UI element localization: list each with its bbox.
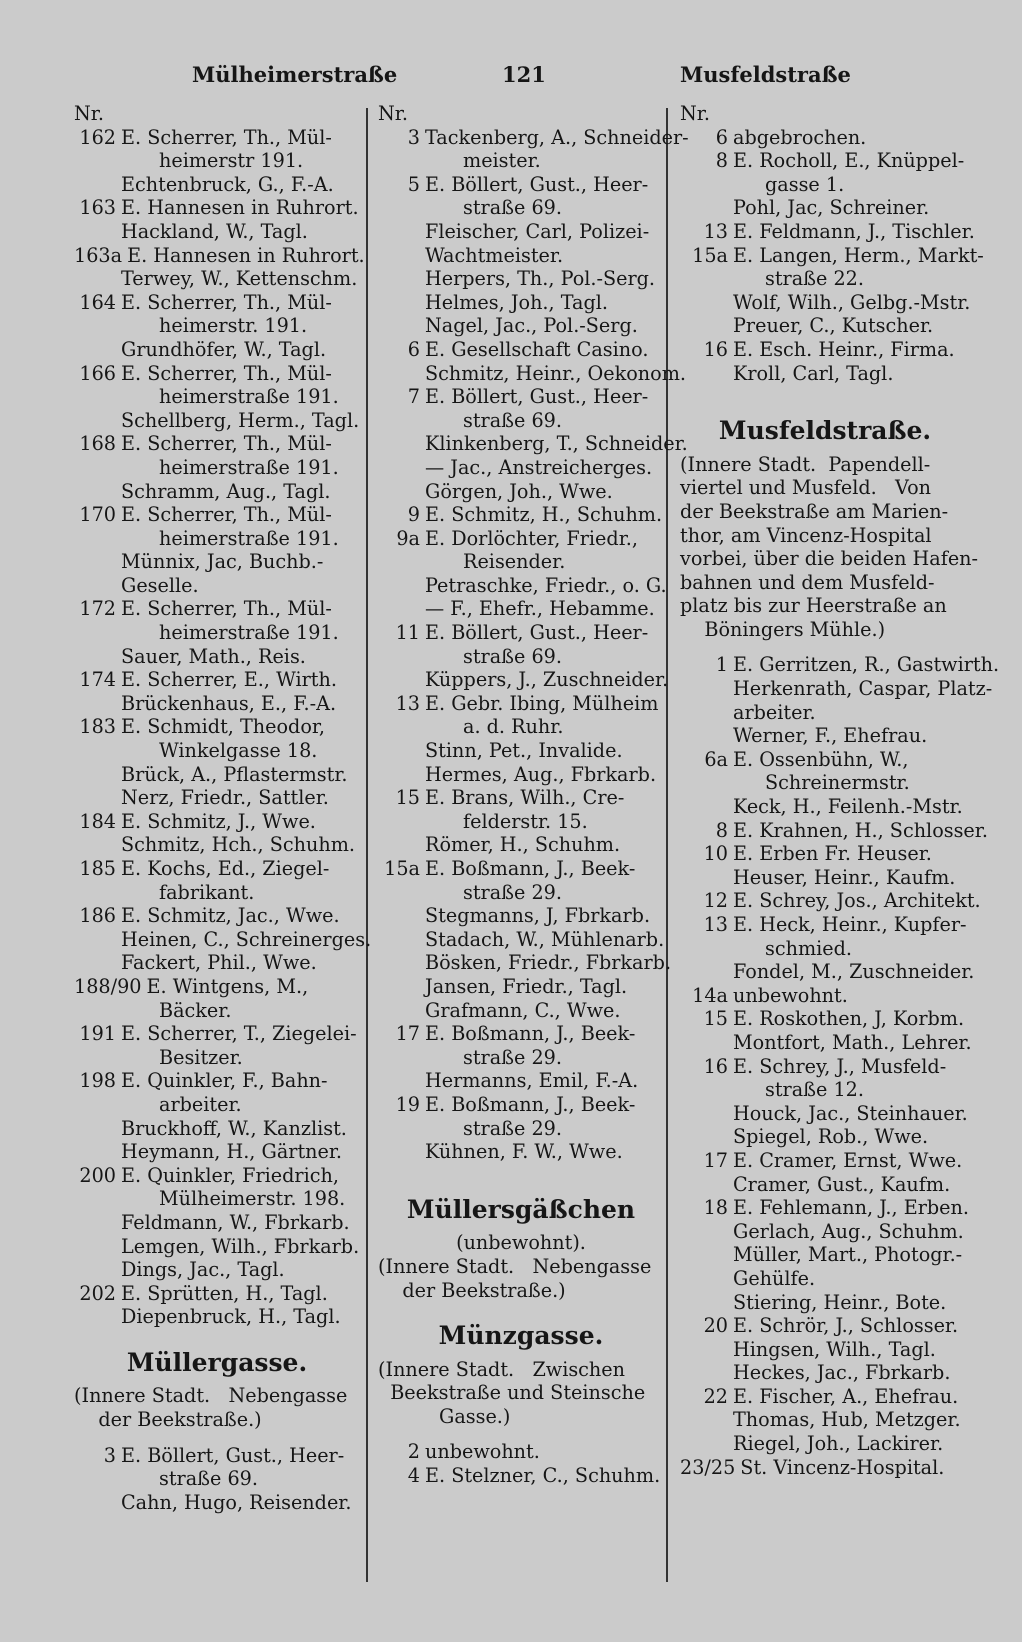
entry-continuation: straße 29. (463, 880, 562, 904)
spacer (680, 641, 970, 653)
entry-text: E. Hannesen in Ruhrort. (127, 243, 365, 267)
resident-entry: Görgen, Joh., Wwe. (425, 479, 613, 503)
house-entry (378, 1464, 664, 1488)
resident-entry: Stinn, Pet., Invalide. (425, 739, 623, 763)
resident-entry: Herpers, Th., Pol.-Serg. (425, 267, 656, 291)
resident-entry: Lemgen, Wilh., Fbrkarb. (121, 1234, 360, 1258)
house-number: 198 (79, 1069, 116, 1093)
resident-entry: Preuer, C., Kutscher. (733, 314, 934, 338)
resident-entry: Petraschke, Friedr., o. G. (425, 573, 667, 597)
entry-text: E. Scherrer, Th., Mül- (121, 597, 332, 621)
entry-continuation: gasse 1. (765, 172, 845, 196)
entry-text: E. Schmitz, H., Schuhm. (425, 503, 663, 527)
entry-text: E. Gesellschaft Casino. (425, 337, 649, 361)
entry-text: E. Scherrer, Th., Mül- (121, 361, 332, 385)
house-number: 18 (703, 1196, 728, 1220)
entry-continuation: Mülheimerstr. 198. (159, 1187, 346, 1211)
entry-continuation: straße 69. (463, 408, 562, 432)
house-number: 14a (692, 983, 728, 1007)
entry-text: E. Cramer, Ernst, Wwe. (733, 1148, 963, 1172)
house-number: 2 (407, 1440, 420, 1464)
house-number: 9a (396, 526, 420, 550)
house-entry (378, 173, 664, 197)
resident-entry: Bösken, Friedr., Fbrkarb. (425, 951, 672, 975)
entry-text: E. Schrey, Jos., Architekt. (733, 889, 981, 913)
house-entry (74, 243, 365, 268)
resident-entry: arbeiter. (733, 700, 816, 724)
resident-entry: Montfort, Math., Lehrer. (733, 1030, 972, 1054)
street-description: (Innere Stadt. Nebengasse der Beekstraße.) (378, 1254, 652, 1302)
house-number: 166 (79, 361, 116, 385)
house-number: 4 (407, 1464, 420, 1488)
column-divider (366, 108, 368, 1582)
entry-text: E. Scherrer, Th., Mül- (121, 503, 332, 527)
house-entry (74, 1444, 360, 1468)
resident-entry: Dings, Jac., Tagl. (121, 1258, 285, 1282)
column-divider (666, 108, 668, 1582)
house-number: 170 (79, 503, 116, 527)
house-entry (378, 338, 664, 362)
entry-continuation: heimerstraße 191. (159, 455, 339, 479)
entry-text: E. Boßmann, J., Beek- (425, 1092, 636, 1116)
house-number: 7 (407, 385, 420, 409)
house-entry (74, 1069, 360, 1093)
house-number: 200 (79, 1163, 116, 1187)
house-number: 191 (79, 1022, 116, 1046)
house-entry (680, 1007, 970, 1031)
entry-continuation: Winkelgasse 18. (159, 739, 318, 763)
entry-continuation: heimerstr 191. (159, 149, 304, 173)
street-description: (Innere Stadt. Nebengasse der Beekstraße.) (74, 1384, 348, 1432)
resident-entry: Geselle. (121, 573, 199, 597)
spacer (680, 385, 970, 397)
entry-text: E. Fehlemann, J., Erben. (733, 1196, 969, 1220)
entry-continuation: schmied. (765, 936, 853, 960)
house-number: 17 (395, 1022, 420, 1046)
resident-entry: Müller, Mart., Photogr.- (733, 1243, 963, 1267)
resident-entry: Schramm, Aug., Tagl. (121, 479, 331, 503)
entry-text: E. Quinkler, F., Bahn- (121, 1069, 328, 1093)
house-entry (680, 984, 970, 1008)
house-entry (680, 653, 1000, 677)
entry-text: E. Wintgens, M., (146, 974, 309, 998)
resident-entry: Echtenbruck, G., F.-A. (121, 172, 334, 196)
house-number: 188/90 (74, 974, 142, 998)
house-number: 13 (703, 913, 728, 936)
resident-entry: Houck, Jac., Steinhauer. (733, 1101, 968, 1125)
entry-text: E. Scherrer, E., Wirth. (121, 668, 337, 692)
street-title: Müllergasse. (126, 1347, 308, 1377)
entry-text: E. Esch. Heinr., Firma. (733, 337, 955, 361)
entry-text: E. Scherrer, Th., Mül- (121, 290, 332, 314)
entry-text: E. Schmitz, Jac., Wwe. (121, 904, 340, 928)
house-number: 164 (79, 290, 116, 314)
entry-text: St. Vincenz-Hospital. (740, 1455, 945, 1479)
house-entry (378, 527, 664, 551)
resident-entry: Sauer, Math., Reis. (121, 644, 306, 668)
house-number: 163a (74, 243, 123, 267)
entry-text: E. Rocholl, E., Knüppel- (733, 149, 965, 173)
house-number: 3 (103, 1443, 116, 1467)
entry-continuation: straße 69. (159, 1467, 258, 1491)
entry-text: unbewohnt. (733, 983, 848, 1007)
resident-entry: Kroll, Carl, Tagl. (733, 361, 894, 385)
house-number: 5 (407, 172, 420, 196)
house-entry (74, 810, 360, 834)
entry-continuation: arbeiter. (159, 1092, 242, 1116)
entry-text: E. Gerritzen, R., Gastwirth. (733, 653, 1000, 677)
house-entry (680, 842, 970, 866)
resident-entry: Cahn, Hugo, Reisender. (121, 1490, 352, 1514)
house-number: 9 (407, 503, 420, 527)
resident-entry: Küppers, J., Zuschneider. (425, 668, 669, 692)
resident-entry: Hackland, W., Tagl. (121, 219, 308, 243)
entry-text: Tackenberg, A., Schneider- (425, 125, 689, 149)
resident-entry: Heuser, Heinr., Kaufm. (733, 865, 956, 889)
resident-entry: Gehülfe. (733, 1266, 816, 1290)
house-number: 1 (715, 653, 728, 677)
resident-entry: Feldmann, W., Fbrkarb. (121, 1210, 350, 1234)
entry-text: E. Schmitz, J., Wwe. (121, 809, 316, 833)
entry-text: E. Quinkler, Friedrich, (121, 1163, 339, 1187)
entry-text: E. Schrey, J., Musfeld- (733, 1054, 947, 1078)
entry-text: E. Kochs, Ed., Ziegel- (121, 857, 330, 880)
house-entry (378, 857, 664, 881)
spacer (74, 1432, 360, 1444)
resident-entry: — Jac., Anstreicherges. (425, 455, 653, 479)
house-entry (680, 219, 975, 244)
resident-entry: Cramer, Gust., Kaufm. (733, 1172, 951, 1196)
entry-text: abgebrochen. (733, 125, 867, 149)
resident-entry: Hermes, Aug., Fbrkarb. (425, 762, 657, 786)
resident-entry: Hingsen, Wilh., Tagl. (733, 1337, 936, 1361)
house-number: 15a (384, 857, 420, 880)
page-header (0, 62, 1022, 94)
entry-continuation: Schreinermstr. (765, 771, 910, 795)
street-note: (unbewohnt). (456, 1231, 586, 1255)
house-entry (680, 1385, 970, 1409)
house-entry (74, 432, 360, 456)
entry-text: E. Stelzner, C., Schuhm. (425, 1464, 661, 1488)
resident-entry: Stadach, W., Mühlenarb. (425, 927, 665, 951)
house-entry (680, 889, 981, 913)
house-number: 168 (79, 432, 116, 456)
resident-entry: Brück, A., Pflastermstr. (121, 762, 348, 786)
resident-entry: Bruckhoff, W., Kanzlist. (121, 1116, 347, 1140)
entry-text: E. Dorlöchter, Friedr., (425, 526, 638, 550)
house-entry (680, 149, 970, 173)
resident-entry: Werner, F., Ehefrau. (733, 724, 928, 748)
column-left (74, 102, 372, 1514)
house-entry (378, 1093, 664, 1117)
resident-entry: Thomas, Hub, Metzger. (733, 1408, 961, 1432)
resident-entry: — F., Ehefr., Hebamme. (425, 597, 655, 621)
spacer (378, 1164, 664, 1176)
resident-entry: Diepenbruck, H., Tagl. (121, 1305, 341, 1329)
column-nr-label: Nr. (74, 102, 104, 125)
house-entry (74, 1022, 360, 1046)
house-entry (74, 975, 360, 999)
house-number: 16 (703, 1054, 728, 1078)
house-entry (74, 126, 360, 150)
column-middle (378, 102, 689, 1488)
house-number: 163 (79, 196, 116, 220)
resident-entry: Heckes, Jac., Fbrkarb. (733, 1361, 951, 1385)
house-entry (680, 1149, 970, 1173)
resident-entry: Grafmann, C., Wwe. (425, 998, 621, 1022)
entry-text: E. Böllert, Gust., Heer- (425, 385, 649, 409)
house-number: 10 (703, 842, 728, 866)
resident-entry: Kühnen, F. W., Wwe. (425, 1140, 623, 1164)
resident-entry: Schmitz, Heinr., Oekonom. (425, 361, 687, 385)
house-number: 17 (703, 1148, 728, 1172)
house-entry (680, 1196, 970, 1220)
house-entry (74, 715, 360, 739)
entry-continuation: straße 22. (765, 267, 864, 291)
resident-entry: Fackert, Phil., Wwe. (121, 951, 317, 975)
house-number: 6a (704, 747, 728, 771)
house-entry (680, 338, 970, 362)
house-number: 6 (715, 125, 728, 149)
entry-text: E. Schmidt, Theodor, (121, 715, 326, 739)
entry-text: E. Feldmann, J., Tischler. (733, 219, 975, 243)
entry-text: E. Böllert, Gust., Heer- (425, 621, 649, 645)
resident-entry: Heinen, C., Schreinerges. (121, 927, 372, 951)
entry-text: E. Fischer, A., Ehefrau. (733, 1384, 959, 1408)
house-number: 19 (395, 1092, 420, 1116)
house-number: 15 (395, 786, 420, 810)
column-right (680, 102, 1000, 1479)
house-number: 202 (79, 1281, 116, 1305)
resident-entry: Riegel, Joh., Lackirer. (733, 1432, 944, 1456)
entry-continuation: heimerstraße 191. (159, 526, 339, 550)
house-entry (74, 503, 360, 527)
entry-continuation: straße 29. (463, 1116, 562, 1140)
house-number: 172 (79, 597, 116, 621)
resident-entry: Stiering, Heinr., Bote. (733, 1290, 947, 1314)
house-entry (680, 818, 988, 843)
house-number: 162 (79, 125, 116, 149)
entry-text: E. Scherrer, Th., Mül- (121, 432, 332, 456)
house-entry (680, 243, 984, 268)
resident-entry: Münnix, Jac, Buchb.- (121, 550, 324, 574)
resident-entry: Brückenhaus, E., F.-A. (121, 691, 337, 715)
entry-continuation: straße 29. (463, 1045, 562, 1069)
house-entry (378, 1022, 664, 1046)
spacer (378, 1428, 664, 1440)
house-number: 183 (79, 715, 116, 739)
house-entry (378, 125, 689, 150)
resident-entry: Grundhöfer, W., Tagl. (121, 337, 327, 361)
house-entry (74, 1282, 360, 1306)
house-entry (378, 621, 664, 645)
house-number: 6 (407, 337, 420, 361)
entry-text: E. Erben Fr. Heuser. (733, 842, 932, 866)
entry-text: E. Ossenbühn, W., (733, 747, 909, 771)
entry-text: E. Boßmann, J., Beek- (425, 1022, 636, 1046)
entry-text: E. Schrör, J., Schlosser. (733, 1314, 959, 1338)
street-title: Musfeldstraße. (718, 416, 932, 446)
column-nr-label: Nr. (680, 102, 710, 125)
resident-entry: Hermanns, Emil, F.-A. (425, 1069, 639, 1093)
resident-entry: Wachtmeister. (425, 243, 564, 267)
resident-entry: Heymann, H., Gärtner. (121, 1140, 343, 1164)
entry-continuation: heimerstraße 191. (159, 385, 339, 409)
resident-entry: Terwey, W., Kettenschm. (121, 267, 358, 291)
resident-entry: Spiegel, Rob., Wwe. (733, 1125, 929, 1149)
house-number: 16 (703, 337, 728, 361)
entry-text: E. Sprütten, H., Tagl. (121, 1281, 328, 1305)
house-number: 185 (79, 857, 116, 880)
resident-entry: Fleischer, Carl, Polizei- (425, 219, 650, 243)
entry-text: E. Langen, Herm., Markt- (733, 243, 984, 267)
resident-entry: Nerz, Friedr., Sattler. (121, 786, 329, 810)
house-entry (680, 748, 970, 772)
house-entry (680, 913, 970, 937)
house-number: 23/25 (680, 1455, 736, 1479)
street-description: (Innere Stadt. Papendell- viertel und Musfeld. Von der Beekstraße am Marien- thor, am Vincenz-Hospital vorbei, über die beiden Hafen- bahnen und dem Musfeld- platz bis zur Heerstraße an Böningers Mühle.) (680, 452, 979, 641)
house-number: 186 (79, 904, 116, 928)
entry-continuation: heimerstr. 191. (159, 314, 308, 338)
house-entry (378, 503, 664, 527)
entry-continuation: fabrikant. (159, 880, 255, 904)
entry-text: E. Brans, Wilh., Cre- (425, 786, 625, 810)
entry-text: E. Boßmann, J., Beek- (425, 857, 636, 880)
entry-text: E. Scherrer, T., Ziegelei- (121, 1022, 357, 1046)
entry-continuation: straße 69. (463, 644, 562, 668)
entry-text: E. Heck, Heinr., Kupfer- (733, 913, 967, 936)
entry-text: E. Hannesen in Ruhrort. (121, 196, 359, 220)
house-entry (74, 362, 360, 386)
entry-text: E. Gebr. Ibing, Mülheim (425, 691, 659, 715)
house-entry (378, 786, 664, 810)
house-number: 3 (407, 125, 420, 149)
house-entry (680, 1314, 970, 1338)
house-entry (74, 1164, 360, 1188)
entry-text: E. Scherrer, Th., Mül- (121, 125, 332, 149)
house-entry (378, 385, 664, 409)
house-entry (74, 668, 360, 692)
resident-entry: Nagel, Jac., Pol.-Serg. (425, 314, 638, 338)
house-number: 20 (703, 1314, 728, 1338)
column-nr-label: Nr. (378, 102, 408, 125)
house-number: 8 (715, 818, 728, 842)
resident-entry: Herkenrath, Caspar, Platz- (733, 677, 993, 701)
house-number: 15a (692, 243, 728, 267)
entry-continuation: straße 69. (463, 196, 562, 220)
resident-entry: Keck, H., Feilenh.-Mstr. (733, 795, 963, 819)
entry-continuation: Besitzer. (159, 1045, 243, 1069)
house-number: 15 (703, 1007, 728, 1031)
entry-text: E. Böllert, Gust., Heer- (121, 1443, 345, 1467)
house-number: 11 (395, 621, 420, 645)
entry-text: unbewohnt. (425, 1440, 540, 1464)
page-number: 121 (502, 62, 546, 87)
entry-text: E. Böllert, Gust., Heer- (425, 172, 649, 196)
street-description: (Innere Stadt. Zwischen Beekstraße und Steinsche Gasse.) (378, 1357, 646, 1428)
entry-text: E. Roskothen, J, Korbm. (733, 1007, 965, 1031)
entry-continuation: Bäcker. (159, 998, 232, 1022)
house-entry (74, 291, 360, 315)
house-entry (74, 196, 360, 220)
house-number: 13 (703, 219, 728, 243)
entry-continuation: a. d. Ruhr. (463, 715, 564, 739)
house-entry (680, 126, 970, 150)
resident-entry: Schmitz, Hch., Schuhm. (121, 833, 355, 857)
header-left-street: Mülheimerstraße (192, 62, 398, 87)
house-entry (74, 597, 360, 621)
house-entry (680, 1055, 970, 1079)
entry-continuation: straße 12. (765, 1078, 864, 1102)
house-entry (378, 1440, 664, 1464)
header-right-street: Musfeldstraße (680, 62, 851, 87)
house-number: 13 (395, 691, 420, 715)
resident-entry: Wolf, Wilh., Gelbg.-Mstr. (733, 290, 971, 314)
entry-text: E. Krahnen, H., Schlosser. (733, 818, 988, 842)
street-title: Müllersgäßchen (406, 1194, 636, 1224)
resident-entry: Helmes, Joh., Tagl. (425, 290, 608, 314)
house-entry (74, 904, 360, 928)
street-title: Münzgasse. (438, 1321, 604, 1351)
resident-entry: Gerlach, Aug., Schuhm. (733, 1219, 964, 1243)
house-number: 8 (715, 149, 728, 173)
house-number: 12 (703, 889, 728, 913)
entry-continuation: heimerstraße 191. (159, 621, 339, 645)
entry-continuation: Reisender. (463, 550, 566, 574)
house-entry (74, 857, 360, 881)
resident-entry: Römer, H., Schuhm. (425, 833, 621, 857)
resident-entry: Stegmanns, J, Fbrkarb. (425, 904, 651, 928)
house-number: 22 (703, 1384, 728, 1408)
house-entry (680, 1456, 970, 1480)
resident-entry: Schellberg, Herm., Tagl. (121, 408, 360, 432)
house-number: 174 (79, 668, 116, 692)
resident-entry: Klinkenberg, T., Schneider. (425, 432, 688, 456)
entry-continuation: meister. (463, 149, 541, 173)
house-number: 184 (79, 809, 116, 833)
resident-entry: Fondel, M., Zuschneider. (733, 960, 975, 984)
entry-continuation: felderstr. 15. (463, 809, 588, 833)
house-entry (378, 692, 664, 716)
resident-entry: Pohl, Jac, Schreiner. (733, 196, 930, 220)
resident-entry: Jansen, Friedr., Tagl. (425, 974, 628, 998)
